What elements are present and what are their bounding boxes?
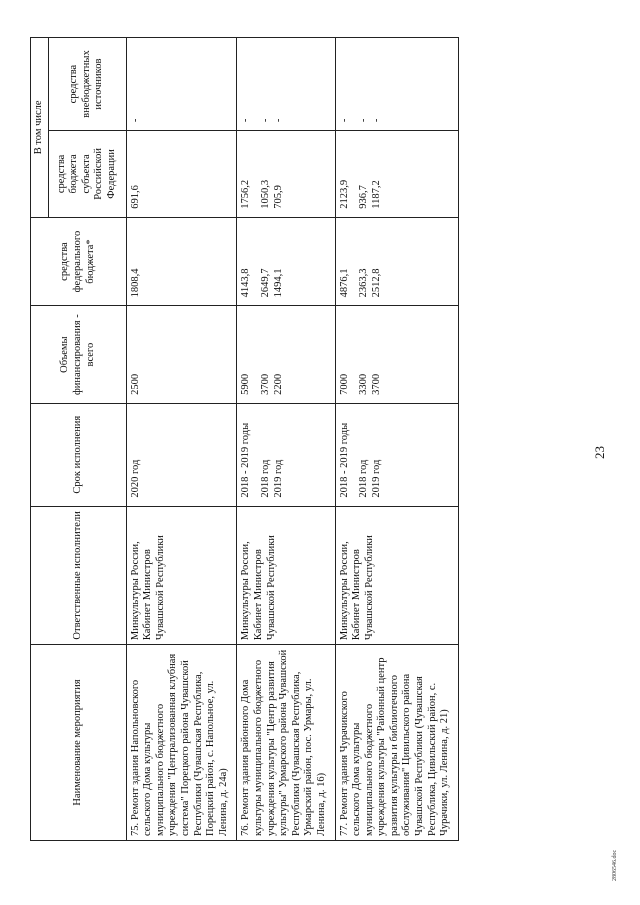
header-federal: средства федерального бюджета* — [31, 217, 127, 306]
extra-value: - — [129, 118, 141, 123]
term-value: 2019 год — [272, 459, 284, 498]
subject-cell — [335, 131, 458, 218]
page-number: 23 — [592, 446, 607, 459]
header-extra: средства внебюджетных источников — [48, 38, 126, 131]
volume-value: 3700 — [259, 373, 271, 395]
volume-value: 5900 — [240, 373, 252, 395]
row-number: 75. — [129, 822, 141, 836]
subject-value: 936,7 — [358, 185, 370, 209]
header-including: В том числе — [31, 38, 49, 218]
measure-name: Ремонт здания Напольновского сельского Дома культуры муниципального бюджетного учреждения "Централизованная клубная система" Порецкого района Чувашской Республики (Чувашская Республика, Порецкий район, с. Напольное, ул. Ленина, д. 24а) — [129, 653, 229, 836]
table-body — [126, 38, 458, 841]
subject-value: 2123,9 — [338, 179, 350, 209]
volume-value: 2500 — [129, 373, 141, 395]
volume-value: 2200 — [272, 373, 284, 395]
volume-cell — [237, 306, 335, 403]
term-cell — [237, 403, 335, 506]
executors-cell: Минкультуры России, Кабинет Министров Чувашской Республики — [237, 506, 335, 645]
federal-value: 1494,1 — [272, 268, 284, 298]
financing-table — [30, 37, 459, 841]
term-cell — [126, 403, 237, 506]
federal-value: 1808,4 — [129, 268, 141, 298]
extra-value: - — [240, 118, 252, 123]
extra-value: - — [370, 118, 382, 123]
federal-value: 4143,8 — [240, 268, 252, 298]
header-subject: средства бюджета субъекта Российской Федерации — [48, 131, 126, 218]
extra-cell — [237, 38, 335, 131]
subject-value: 1187,2 — [370, 180, 382, 209]
executors-cell: Минкультуры России, Кабинет Министров Чувашской Республики — [335, 506, 458, 645]
term-value: 2020 год — [129, 459, 141, 498]
volume-value: 3700 — [370, 373, 382, 395]
extra-value: - — [358, 118, 370, 123]
volume-value: 7000 — [338, 373, 350, 395]
term-value: 2019 год — [370, 459, 382, 498]
federal-cell — [126, 217, 237, 306]
federal-value: 2363,3 — [358, 268, 370, 298]
table-row — [237, 38, 335, 841]
measure-name: Ремонт здания районного Дома культуры муниципального бюджетного учреждения культуры "Центр развития культуры" Урмарского района Чувашской Республики (Чувашская Республика, Урмарский район, пос. Урмары, ул. Ленина, д. 16) — [240, 649, 327, 836]
federal-cell — [335, 217, 458, 306]
header-volume: Объемы финансирования - всего — [31, 306, 127, 403]
header-term: Срок исполнения — [31, 403, 127, 506]
measure-name-cell — [335, 645, 458, 841]
volume-cell — [335, 306, 458, 403]
term-value: 2018 год — [259, 459, 271, 498]
executors-cell: Минкультуры России, Кабинет Министров Чувашской Республики — [126, 506, 237, 645]
term-value: 2018 год — [358, 459, 370, 498]
volume-value: 3300 — [358, 373, 370, 395]
volume-cell — [126, 306, 237, 403]
extra-value: - — [338, 118, 350, 123]
federal-value: 4876,1 — [338, 268, 350, 298]
subject-value: 691,6 — [129, 185, 141, 209]
table-header — [31, 38, 127, 841]
measure-name-cell — [126, 645, 237, 841]
table-row — [335, 38, 458, 841]
extra-value: - — [272, 118, 284, 123]
row-number: 76. — [240, 822, 252, 836]
federal-cell — [237, 217, 335, 306]
subject-value: 705,9 — [272, 185, 284, 209]
subject-cell — [126, 131, 237, 218]
footer-file-name: 2806546.doc — [612, 849, 618, 881]
extra-cell — [126, 38, 237, 131]
extra-cell — [335, 38, 458, 131]
term-value: 2018 - 2019 годы — [240, 422, 252, 498]
term-value: 2018 - 2019 годы — [338, 422, 350, 498]
subject-value: 1050,3 — [259, 179, 271, 209]
measure-name: Ремонт здания Чурачикского сельского Дома культуры муниципального бюджетного учреждения культуры "Районный центр развития культуры и библиотечного обслуживания" Цивильского района Чувашской Республики (Чувашская Республика, Цивильский район, с. Чурачики, ул. Ленина, д. 21) — [338, 657, 451, 836]
table-row — [126, 38, 237, 841]
extra-value: - — [259, 118, 271, 123]
federal-value: 2649,7 — [259, 268, 271, 298]
subject-cell — [237, 131, 335, 218]
federal-value: 2512,8 — [370, 268, 382, 298]
row-number: 77. — [338, 822, 350, 836]
header-name: Наименование мероприятия — [31, 645, 127, 841]
header-executors: Ответственные исполнители — [31, 506, 127, 645]
measure-name-cell — [237, 645, 335, 841]
subject-value: 1756,2 — [240, 179, 252, 209]
term-cell — [335, 403, 458, 506]
